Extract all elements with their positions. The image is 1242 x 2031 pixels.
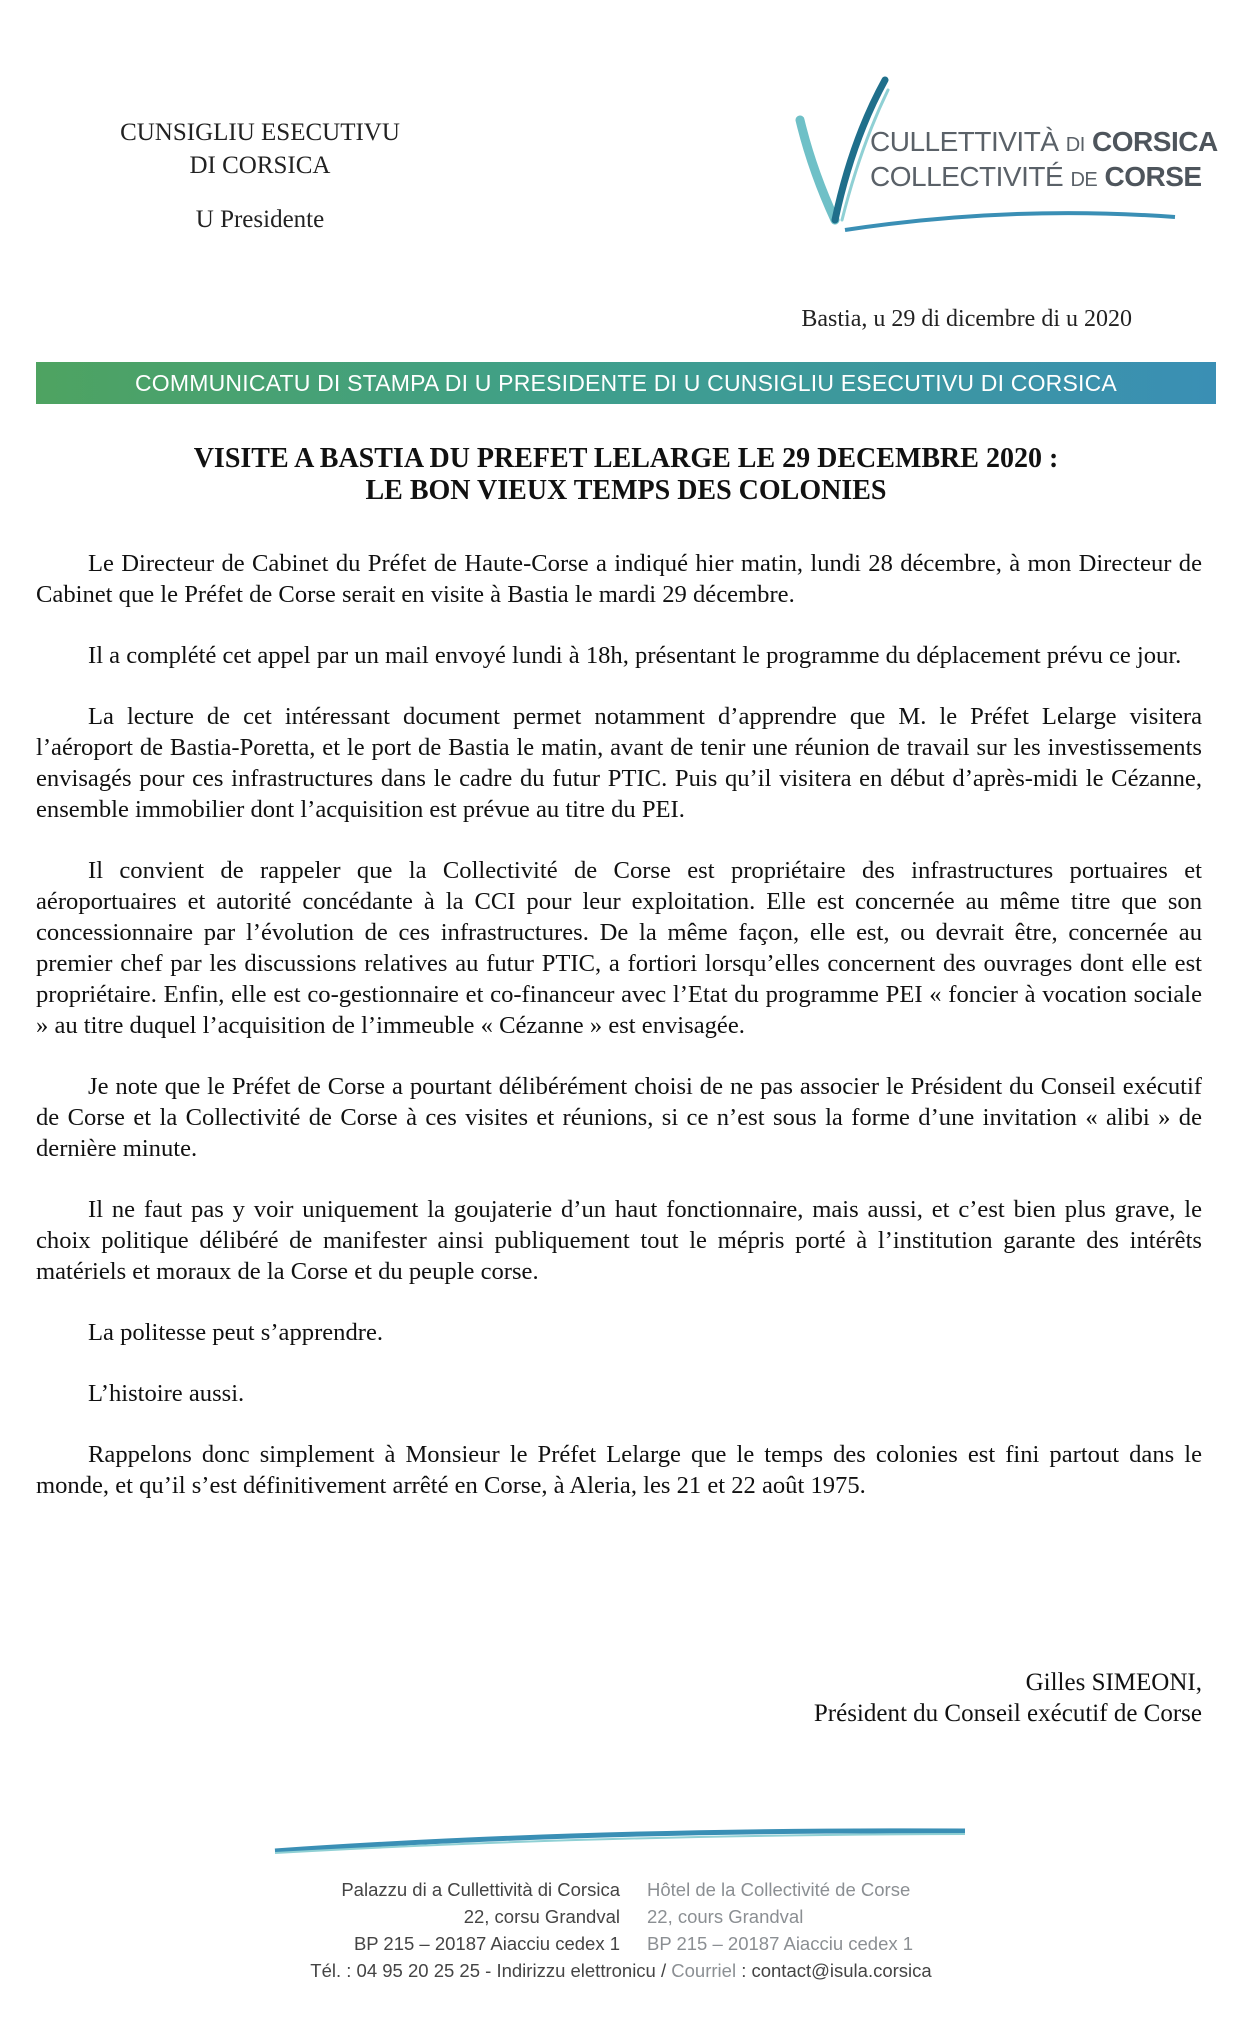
footer-telephone: Tél. : 04 95 20 25 25	[310, 1960, 481, 1981]
signature-role: Président du Conseil exécutif de Corse	[813, 1700, 1202, 1727]
footer-email-link[interactable]: contact@isula.corsica	[751, 1960, 932, 1981]
letterhead-left	[100, 116, 420, 236]
paragraph-1: Le Directeur de Cabinet du Préfet de Haute-Corse a indiqué hier matin, lundi 28 décembre, à mon Directeur de Cabinet que le Préfet de Corse serait en visite à Bastia le mardi 29 décembre.	[36, 550, 1202, 608]
footer-address-corsican	[341, 1876, 620, 1957]
logo-line2-a: COLLECTIVITÉ	[870, 161, 1064, 192]
letterhead-president: U Presidente	[195, 206, 325, 233]
footer-right-line2: 22, cours Grandval	[647, 1906, 804, 1927]
footer-contact-line	[0, 1957, 1242, 1984]
logo-line1-b: DI	[1065, 134, 1085, 156]
letterhead-line1: CUNSIGLIU ESECUTIVU	[120, 119, 400, 146]
paragraph-9: Rappelons donc simplement à Monsieur le Préfet Lelarge que le temps des colonies est fini partout dans le monde, et qu’il s’est définitivement arrêté en Corse, à Aleria, les 21 et 22 août 1975.	[36, 1441, 1202, 1499]
footer-email-label-french: Courriel	[671, 1960, 737, 1981]
logo-line1-c: CORSICA	[1092, 126, 1218, 157]
logo-line1	[870, 126, 1218, 158]
paragraph-4: Il convient de rappeler que la Collectivité de Corse est propriétaire des infrastructures portuaires et aéroportuaires et autorité concédante à la CCI pour leur exploitation. Elle est concernée au même titre que son concessionnaire par l’évolution de ces infrastructures. De la même façon, elle est, ou devrait être, concernée au premier chef par les discussions relatives au futur PTIC, a fortiori lorsqu’elles concernent des ouvrages dont elle est propriétaire. Enfin, elle est co-gestionnaire et co-financeur avec l’Etat du programme PEI « foncier à vocation sociale » au titre duquel l’acquisition de l’immeuble « Cézanne » est envisagée.	[36, 857, 1202, 1039]
paragraph-8: L’histoire aussi.	[88, 1380, 245, 1407]
logo-line2	[870, 161, 1202, 193]
footer-left-line1: Palazzu di a Cullettività di Corsica	[341, 1879, 620, 1900]
footer-slash: /	[655, 1960, 672, 1981]
paragraph-6: Il ne faut pas y voir uniquement la goujaterie d’un haut fonctionnaire, mais aussi, et c’est bien plus grave, le choix politique délibéré de manifester ainsi publiquement tout le mépris porté à l’institution garante des intérêts matériels et moraux de la Corse et du peuple corse.	[36, 1196, 1202, 1285]
footer-left-line3: BP 215 – 20187 Aiacciu cedex 1	[353, 1933, 620, 1954]
footer-separator: -	[480, 1960, 497, 1981]
paragraph-5: Je note que le Préfet de Corse a pourtant délibérément choisi de ne pas associer le Président du Conseil exécutif de Corse et la Collectivité de Corse à ces visites et réunions, si ce n’est sous la forme d’une invitation « alibi » de dernière minute.	[36, 1073, 1202, 1162]
press-release-banner: COMMUNICATU DI STAMPA DI U PRESIDENTE DI U CUNSIGLIU ESECUTIVU DI CORSICA	[36, 362, 1216, 404]
collectivite-logo	[780, 70, 1218, 250]
logo-line2-c: CORSE	[1104, 161, 1202, 192]
document-title	[36, 443, 1216, 507]
footer-colon: :	[736, 1960, 752, 1981]
letterhead-line2: DI CORSICA	[189, 152, 331, 179]
paragraph-2: Il a complété cet appel par un mail envoyé lundi à 18h, présentant le programme du déplacement prévu ce jour.	[88, 642, 1182, 669]
paragraph-7: La politesse peut s’apprendre.	[88, 1319, 384, 1346]
footer-right-line1: Hôtel de la Collectivité de Corse	[647, 1879, 911, 1900]
title-line1: VISITE A BASTIA DU PREFET LELARGE LE 29 DECEMBRE 2020 :	[193, 443, 1059, 474]
document-date: Bastia, u 29 di dicembre di u 2020	[801, 306, 1132, 332]
footer-left-line2: 22, corsu Grandval	[463, 1906, 620, 1927]
document-body	[36, 548, 1202, 1531]
logo-swoosh-icon	[840, 205, 1180, 235]
footer-swoosh-icon	[270, 1825, 970, 1855]
paragraph-3: La lecture de cet intéressant document permet notamment d’apprendre que M. le Préfet Lelarge visitera l’aéroport de Bastia-Poretta, et le port de Bastia le matin, avant de tenir une réunion de travail sur les investissements envisagés pour ces infrastructures dans le cadre du futur PTIC. Puis qu’il visitera en début d’après-midi le Cézanne, ensemble immobilier dont l’acquisition est prévue au titre du PEI.	[36, 703, 1202, 823]
signature-block	[814, 1667, 1202, 1729]
title-line2: LE BON VIEUX TEMPS DES COLONIES	[365, 475, 887, 506]
signature-name: Gilles SIMEONI,	[1025, 1669, 1202, 1696]
logo-line1-a: CULLETTIVITÀ	[870, 126, 1059, 157]
footer-address-french	[647, 1876, 913, 1957]
logo-line2-b: DE	[1070, 169, 1098, 191]
footer-email-label-corsican: Indirizzu elettronicu	[496, 1960, 656, 1981]
footer-right-line3: BP 215 – 20187 Aiacciu cedex 1	[647, 1933, 914, 1954]
